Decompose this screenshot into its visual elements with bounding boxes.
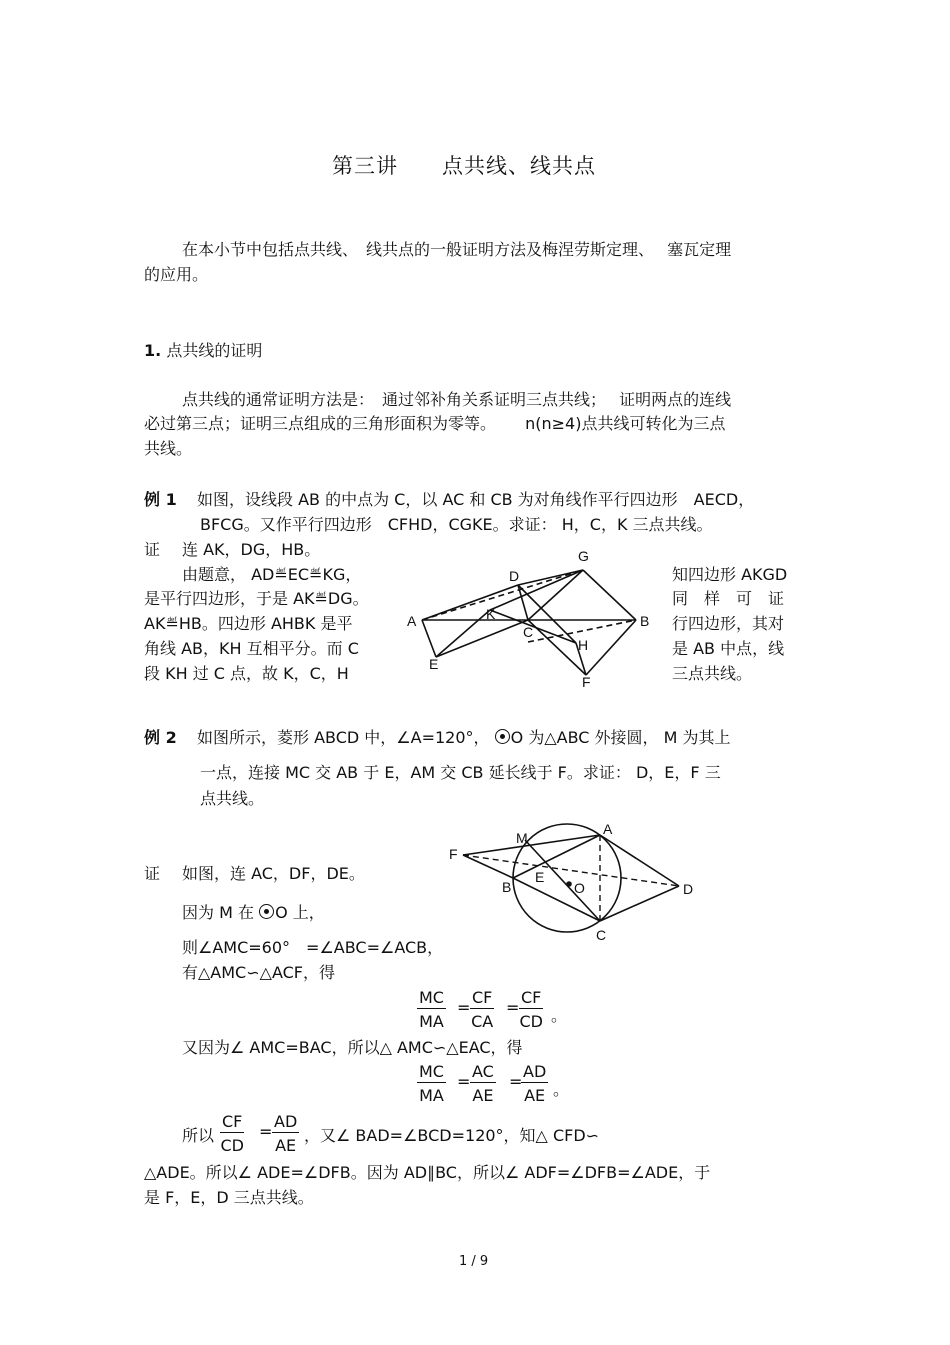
eq1-f3-numerator: CF <box>521 988 542 1007</box>
eq2-end: 。 <box>553 1080 570 1099</box>
fig1-label-B: B <box>640 613 650 629</box>
fig1-label-E: E <box>429 656 439 672</box>
fig2-center-O <box>566 881 572 887</box>
fig1-segment-AE <box>422 620 436 657</box>
eq1-equals-1: = <box>457 998 471 1017</box>
fig1-label-K: K <box>486 606 496 622</box>
circle-dot-icon <box>495 729 510 744</box>
fig2-label-E: E <box>535 869 545 885</box>
section-paragraph-line-2: 必过第三点；证明三点组成的三角形面积为零等。 n(n≥4)点共线可转化为三点 <box>144 414 726 433</box>
example-1-left-line-3: AK≝HB。四边形 AHBK 是平 <box>144 614 353 633</box>
example-2-proof-line-2b: O 上， <box>275 903 325 922</box>
example-1-left-line-1: 由题意， AD≝EC≝KG， <box>182 565 362 584</box>
example-1-label: 例 1 <box>144 490 177 509</box>
fig1-label-G: G <box>578 548 589 564</box>
eq3-f1-denominator: CD <box>220 1136 244 1155</box>
example-2-label: 例 2 <box>144 728 177 747</box>
fig2-label-B: B <box>502 879 512 895</box>
fig2-label-O: O <box>574 880 585 896</box>
example-1-right-line-3: 行四边形，其对 <box>672 614 785 633</box>
fig2-label-C: C <box>596 927 607 943</box>
eq2-equals-1: = <box>457 1072 471 1091</box>
example-2-proof-line-3: 则∠AMC=60° =∠ABC=∠ACB， <box>182 938 444 957</box>
example-1-proof-label: 证 <box>144 540 161 559</box>
section-title: 点共线的证明 <box>166 341 263 360</box>
fig2-label-D: D <box>683 881 694 897</box>
example-2-proof-line-2a: 因为 M 在 <box>182 903 254 922</box>
example-2-proof-line-7: △ADE。所以∠ ADE=∠DFB。因为 AD∥BC，所以∠ ADF=∠DFB=∠ADE，于 <box>144 1163 711 1182</box>
example-1-right-line-4: 是 AB 中点，线 <box>672 639 785 658</box>
example-2-question-line-2: 一点，连接 MC 交 AB 于 E，AM 交 CB 延长线于 F。求证： D，E，F 三 <box>200 763 721 782</box>
intro-line-2: 的应用。 <box>144 265 209 284</box>
example-1-right-line-1: 知四边形 AKGD <box>672 565 788 584</box>
example-1-figure <box>400 545 665 690</box>
eq2-f3-denominator: AE <box>524 1086 546 1105</box>
section-number: 1. <box>144 341 162 360</box>
fig1-segment-EC <box>436 620 528 657</box>
example-1-proof-line-0: 连 AK，DG，HB。 <box>182 540 321 559</box>
fig1-dashed-AK-extended <box>422 570 583 620</box>
page-number: 1 / 9 <box>459 1254 489 1269</box>
eq1-fraction-3 <box>519 988 543 1031</box>
eq2-f2-numerator: AC <box>472 1062 494 1081</box>
fig1-label-H: H <box>578 637 589 653</box>
eq1-fraction-1 <box>417 988 446 1031</box>
fig1-label-D: D <box>509 568 520 584</box>
section-paragraph-line-1: 点共线的通常证明方法是： 通过邻补角关系证明三点共线； 证明两点的连线 <box>182 390 732 409</box>
fig1-segment-DG <box>518 570 583 585</box>
example-2-proof-line-6a: 所以 <box>182 1126 215 1145</box>
example-2-proof-line-8: 是 F，E，D 三点共线。 <box>144 1188 314 1207</box>
fig1-segment-GC <box>528 570 583 620</box>
example-2-question-part-a: 如图所示，菱形 ABCD 中，∠A=120°， <box>197 728 490 747</box>
example-1-left-line-2: 是平行四边形，于是 AK≝DG。 <box>144 589 369 608</box>
eq3-f2-denominator: AE <box>275 1136 297 1155</box>
example-2-proof-line-4: 有△AMC∽△ACF，得 <box>182 963 335 982</box>
fig1-label-C: C <box>523 624 534 640</box>
fig2-segment-CD <box>600 886 679 921</box>
eq1-f1-denominator: MA <box>419 1012 444 1031</box>
eq3-f1-numerator: CF <box>222 1112 243 1131</box>
eq2-f2-denominator: AE <box>472 1086 494 1105</box>
eq2-equals-2: = <box>509 1072 523 1091</box>
eq1-equals-2: = <box>506 998 520 1017</box>
eq2-f1-denominator: MA <box>419 1086 444 1105</box>
example-1-question-line-2: BFCG。又作平行四边形 CFHD，CGKE。求证： H，C，K 三点共线。 <box>200 515 713 534</box>
section-paragraph-line-3: 共线。 <box>144 439 193 458</box>
eq1-f3-denominator: CD <box>519 1012 543 1031</box>
example-1-right-line-5: 三点共线。 <box>672 664 753 683</box>
eq3-equals: = <box>259 1122 273 1141</box>
example-2-question-line-1 <box>197 725 731 748</box>
section-heading <box>144 338 262 361</box>
example-2-proof-line-6b: ，又∠ BAD=∠BCD=120°，知△ CFD∽ <box>304 1126 600 1145</box>
eq2-f3-numerator: AD <box>523 1062 547 1081</box>
eq1-f2-denominator: CA <box>471 1012 494 1031</box>
fig2-segment-BC <box>513 878 600 921</box>
example-1-right-line-2: 同 样 可 证 <box>672 589 785 608</box>
example-1-question-line-1: 如图，设线段 AB 的中点为 C，以 AC 和 CB 为对角线作平行四边形 AECD， <box>197 490 755 509</box>
eq3-fraction-1 <box>220 1112 244 1155</box>
example-1-left-line-4: 角线 AB，KH 互相平分。而 C <box>144 639 359 658</box>
eq2-fraction-3 <box>521 1062 548 1105</box>
eq1-f1-numerator: MC <box>419 988 444 1007</box>
example-2-proof-line-2 <box>182 900 325 923</box>
example-2-proof-line-5: 又因为∠ AMC=BAC，所以△ AMC∽△EAC，得 <box>182 1038 523 1057</box>
fig2-label-M: M <box>516 830 528 846</box>
fig2-label-F: F <box>449 846 458 862</box>
eq2-fraction-2 <box>470 1062 496 1105</box>
example-2-question-part-b: O 为△ABC 外接圆， M 为其上 <box>510 728 731 747</box>
eq1-end: 。 <box>551 1006 568 1025</box>
eq1-f2-numerator: CF <box>472 988 493 1007</box>
eq2-fraction-1 <box>417 1062 446 1105</box>
intro-line-1: 在本小节中包括点共线、 线共点的一般证明方法及梅涅劳斯定理、 塞瓦定理 <box>182 240 732 259</box>
example-2-question-line-3: 点共线。 <box>200 789 265 808</box>
eq3-f2-numerator: AD <box>274 1112 298 1131</box>
circle-dot-icon <box>259 904 274 919</box>
fig1-label-F: F <box>582 674 591 690</box>
example-2-proof-line-1: 如图，连 AC，DF，DE。 <box>182 864 365 883</box>
eq3-fraction-2 <box>272 1112 299 1155</box>
fig1-label-A: A <box>407 613 417 629</box>
example-2-proof-label: 证 <box>144 864 161 883</box>
fig1-segment-BF <box>586 620 636 675</box>
example-2-figure <box>445 818 700 948</box>
eq2-f1-numerator: MC <box>419 1062 444 1081</box>
page-title: 第三讲 点共线、线共点 <box>332 154 596 178</box>
fig2-label-A: A <box>603 821 613 837</box>
fig2-segment-AD <box>600 835 679 886</box>
example-1-left-line-5: 段 KH 过 C 点，故 K，C，H <box>144 664 349 683</box>
fig1-segment-EK <box>436 610 490 657</box>
fig1-segment-GB <box>583 570 636 620</box>
eq1-fraction-2 <box>470 988 494 1031</box>
